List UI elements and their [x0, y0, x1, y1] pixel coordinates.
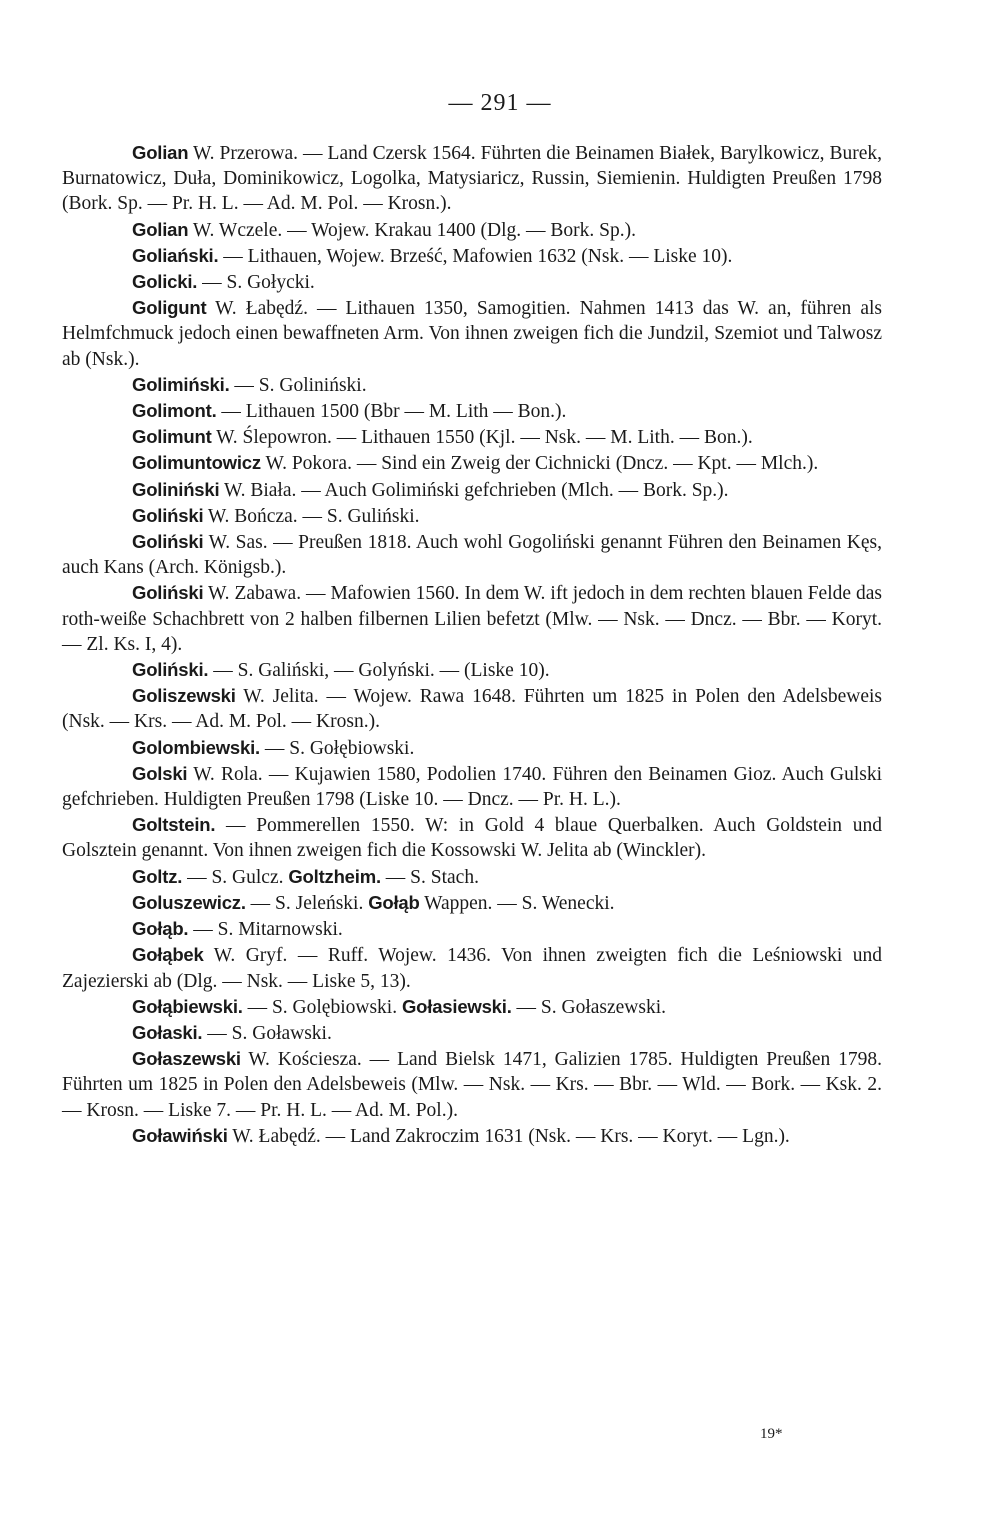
- dictionary-entry: [62, 295, 882, 372]
- headword: Golimont.: [132, 400, 217, 422]
- headword: Gołaski.: [132, 1021, 203, 1043]
- dictionary-entry: [62, 812, 882, 863]
- headword: Goliński: [132, 531, 204, 553]
- entry-text: W. Zabawa. — Mafowien 1560. In dem W. ift jedoch in dem rechten blauen Felde das roth-weiße Schachbrett von 2 halben filbernen Lilien befetzt (Mlw. — Nsk. — Dncz. — Bbr. — Koryt. — Zl. Ks. I, 4).: [62, 583, 882, 655]
- headword: Goltzheim.: [288, 865, 381, 887]
- entry-text: W. Łabędź. — Land Zakroczim 1631 (Nsk. — Krs. — Koryt. — Lgn.).: [227, 1125, 790, 1147]
- entry-text: — Lithauen, Wojew. Brześć, Mafowien 1632 (Nsk. — Liske 10).: [218, 245, 733, 267]
- page-number: — 291 —: [448, 90, 552, 116]
- headword: Goliński.: [132, 659, 209, 681]
- entry-text: Wappen. — S. Wenecki.: [419, 892, 615, 914]
- dictionary-entry: [62, 243, 882, 269]
- entry-text: W. Gryf. — Ruff. Wojew. 1436. Von ihnen zweigten fich die Leśniowski und Zajezierski ab (Dlg. — Nsk. — Liske 5, 13).: [62, 945, 882, 992]
- entry-text: — S. Gołaszewski.: [511, 996, 667, 1018]
- dictionary-entry: [62, 657, 882, 683]
- printer-signature: 19*: [760, 1426, 783, 1442]
- dictionary-entry: [62, 735, 882, 761]
- dictionary-entry: [62, 503, 882, 529]
- dictionary-entry: [62, 580, 882, 657]
- entry-text: — S. Jeleński.: [245, 892, 369, 914]
- entry-text: — S. Galiński, — Golyński. — (Liske 10).: [208, 660, 550, 682]
- entry-text: — S. Goliniński.: [229, 374, 367, 396]
- headword: Gołasiewski.: [401, 995, 512, 1017]
- headword: Golimiński.: [132, 373, 230, 395]
- entry-text: W. Biała. — Auch Golimiński gefchrieben (Mlch. — Bork. Sp.).: [219, 479, 729, 501]
- entry-text: W. Kościesza. — Land Bielsk 1471, Galizien 1785. Huldigten Preußen 1798. Führten um 1825 in Polen den Adelsbeweis (Mlw. — Nsk. — Krs. — Bbr. — Wld. — Bork. — Ksk. 2. — Krosn. — Liske 7. — Pr. H. L. — Ad. M. Pol.).: [62, 1049, 882, 1121]
- entry-text: W. Jelita. — Wojew. Rawa 1648. Führten um 1825 in Polen den Adelsbeweis (Nsk. — Krs. — Ad. M. Pol. — Krosn.).: [62, 686, 882, 733]
- headword: Golombiewski.: [132, 736, 260, 758]
- entry-text: W. Przerowa. — Land Czersk 1564. Führten die Beinamen Białek, Barylkowicz, Burek, Burnatowicz, Duła, Dominikowicz, Logolka, Matysiaricz, Russin, Siemienin. Huldigten Preußen 1798 (Bork. Sp. — Pr. H. L. — Ad. M. Pol. — Krosn.).: [62, 143, 882, 215]
- dictionary-entry: [62, 398, 882, 424]
- headword: Golski: [132, 762, 188, 784]
- entry-text: — Lithauen 1500 (Bbr — M. Lith — Bon.).: [216, 401, 567, 423]
- entry-text: — S. Stach.: [380, 866, 479, 888]
- entry-text: W. Ślepowron. — Lithauen 1550 (Kjl. — Nsk. — M. Lith. — Bon.).: [211, 427, 753, 449]
- dictionary-entry: [62, 529, 882, 580]
- dictionary-entry: [62, 477, 882, 503]
- headword: Gołąb: [368, 891, 420, 913]
- entry-text: — S. Goławski.: [202, 1022, 332, 1044]
- dictionary-entry: [62, 1020, 882, 1046]
- entry-text: — S. Gołycki.: [197, 272, 315, 294]
- entry-text: — Pommerellen 1550. W: in Gold 4 blaue Querbalken. Auch Goldstein und Golsztein genannt. Von ihnen zweigen fich die Kossowski W. Jelita ab (Winckler).: [62, 815, 882, 862]
- headword: Goligunt: [132, 297, 207, 319]
- headword: Goławiński: [132, 1124, 228, 1146]
- headword: Golicki.: [132, 271, 198, 293]
- headword: Golimuntowicz: [132, 452, 261, 474]
- dictionary-entry: [62, 864, 882, 890]
- dictionary-entry: [62, 372, 882, 398]
- headword: Golian: [132, 142, 189, 163]
- dictionary-entry: [62, 683, 882, 734]
- dictionary-entry: [62, 994, 882, 1020]
- entry-text: — S. Golębiowski.: [242, 996, 402, 1018]
- dictionary-entry: [62, 424, 882, 450]
- headword: Goliszewski: [132, 685, 236, 707]
- entry-text: W. Wczele. — Wojew. Krakau 1400 (Dlg. — Bork. Sp.).: [188, 219, 636, 241]
- entry-text: — S. Mitarnowski.: [188, 919, 343, 941]
- entry-list: [62, 140, 882, 1149]
- entry-text: W. Sas. — Preußen 1818. Auch wohl Gogoliński genannt Führen den Beinamen Kęs, auch Kans (Arch. Königsb.).: [62, 532, 882, 579]
- headword: Goliński: [132, 504, 204, 526]
- headword: Gołąb.: [132, 918, 189, 940]
- entry-text: W. Pokora. — Sind ein Zweig der Cichnicki (Dncz. — Kpt. — Mlch.).: [260, 453, 819, 475]
- dictionary-entry: [62, 916, 882, 942]
- dictionary-entry: [62, 140, 882, 217]
- dictionary-entry: [62, 890, 882, 916]
- entry-text: — S. Gołębiowski.: [259, 737, 415, 759]
- dictionary-entry: [62, 1123, 882, 1149]
- headword: Goluszewicz.: [132, 891, 246, 913]
- entry-text: — S. Gulcz.: [182, 866, 289, 888]
- dictionary-entry: [62, 761, 882, 812]
- headword: Goliński: [132, 582, 204, 604]
- dictionary-entry: [62, 1046, 882, 1123]
- headword: Golian: [132, 218, 189, 240]
- dictionary-entry: [62, 217, 882, 243]
- headword: Goltz.: [132, 865, 183, 887]
- dictionary-entry: [62, 450, 882, 476]
- headword: Gołaszewski: [132, 1048, 241, 1070]
- entry-text: W. Rola. — Kujawien 1580, Podolien 1740. Führen den Beinamen Gioz. Auch Gulski gefchrieben. Huldigten Preußen 1798 (Liske 10. — Dncz. — Pr. H. L.).: [62, 763, 882, 811]
- headword: Goltstein.: [132, 814, 216, 836]
- headword: Goliniński: [132, 478, 220, 500]
- headword: Golimunt: [132, 426, 212, 448]
- entry-text: W. Łabędź. — Lithauen 1350, Samogitien. Nahmen 1413 das W. an, führen als Helmfchmuck jedoch einen bewaffneten Arm. Von ihnen zweigen fich die Jundzil, Szemiot und Talwosz ab (Nsk.).: [62, 298, 882, 370]
- headword: Gołąbek: [132, 944, 204, 966]
- dictionary-entry: [62, 269, 882, 295]
- headword: Gołąbiewski.: [132, 995, 243, 1017]
- headword: Goliański.: [132, 244, 219, 266]
- dictionary-entry: [62, 942, 882, 993]
- entry-text: W. Bończa. — S. Guliński.: [203, 505, 420, 527]
